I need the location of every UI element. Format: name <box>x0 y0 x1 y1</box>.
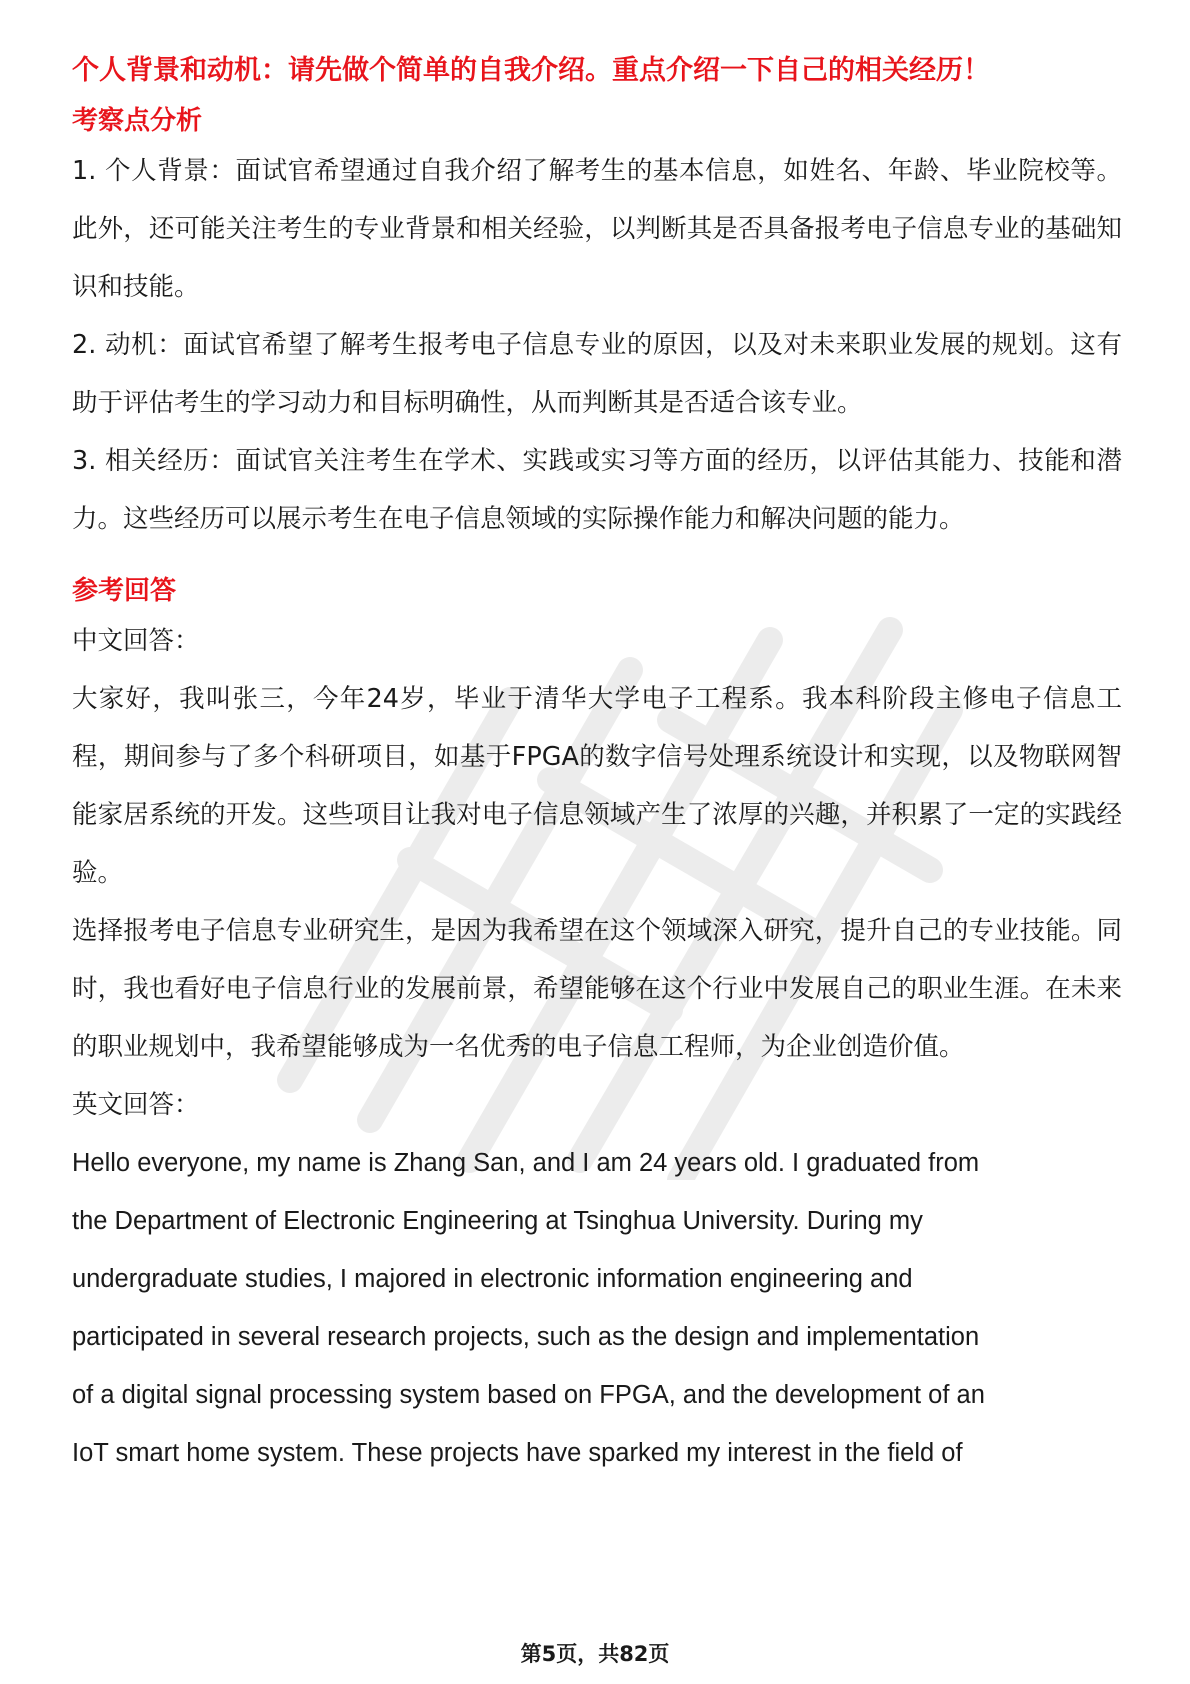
answer-heading: 参考回答 <box>72 576 177 606</box>
page-number: 第5页，共82页 <box>520 1642 670 1666</box>
question-title: 个人背景和动机：请先做个简单的自我介绍。重点介绍一下自己的相关经历！ <box>72 55 990 86</box>
english-answer-line: Hello everyone, my name is Zhang San, and I am 24 years old. I graduated from <box>72 1149 980 1177</box>
chinese-answer-paragraph: 选择报考电子信息专业研究生，是因为我希望在这个领域深入研究，提升自己的专业技能。同时，我也看好电子信息行业的发展前景，希望能够在这个行业中发展自己的职业生涯。在未来的职业规划中，我希望能够成为一名优秀的电子信息工程师，为企业创造价值。 <box>72 916 1122 1062</box>
english-answer-line: participated in several research projects, such as the design and implementation <box>72 1323 980 1351</box>
analysis-point: 3. 相关经历：面试官关注考生在学术、实践或实习等方面的经历，以评估其能力、技能和潜力。这些经历可以展示考生在电子信息领域的实际操作能力和解决问题的能力。 <box>72 446 1122 534</box>
analysis-point: 1. 个人背景：面试官希望通过自我介绍了解考生的基本信息，如姓名、年龄、毕业院校等。此外，还可能关注考生的专业背景和相关经验，以判断其是否具备报考电子信息专业的基础知识和技能。 <box>72 156 1122 302</box>
english-answer-label: 英文回答： <box>72 1090 200 1120</box>
english-answer-line: the Department of Electronic Engineering at Tsinghua University. During my <box>72 1207 923 1235</box>
chinese-answer-label: 中文回答： <box>72 626 200 656</box>
english-answer-line: undergraduate studies, I majored in electronic information engineering and <box>72 1265 913 1293</box>
main-content <box>72 48 1122 1482</box>
analysis-point: 2. 动机：面试官希望了解考生报考电子信息专业的原因，以及对未来职业发展的规划。这有助于评估考生的学习动力和目标明确性，从而判断其是否适合该专业。 <box>72 330 1122 418</box>
english-answer-line: of a digital signal processing system based on FPGA, and the development of an <box>72 1381 985 1409</box>
english-answer-line: IoT smart home system. These projects have sparked my interest in the field of <box>72 1439 963 1467</box>
chinese-answer-paragraph: 大家好，我叫张三，今年24岁，毕业于清华大学电子工程系。我本科阶段主修电子信息工程，期间参与了多个科研项目，如基于FPGA的数字信号处理系统设计和实现，以及物联网智能家居系统的开发。这些项目让我对电子信息领域产生了浓厚的兴趣，并积累了一定的实践经验。 <box>72 684 1122 888</box>
analysis-heading: 考察点分析 <box>72 106 203 136</box>
